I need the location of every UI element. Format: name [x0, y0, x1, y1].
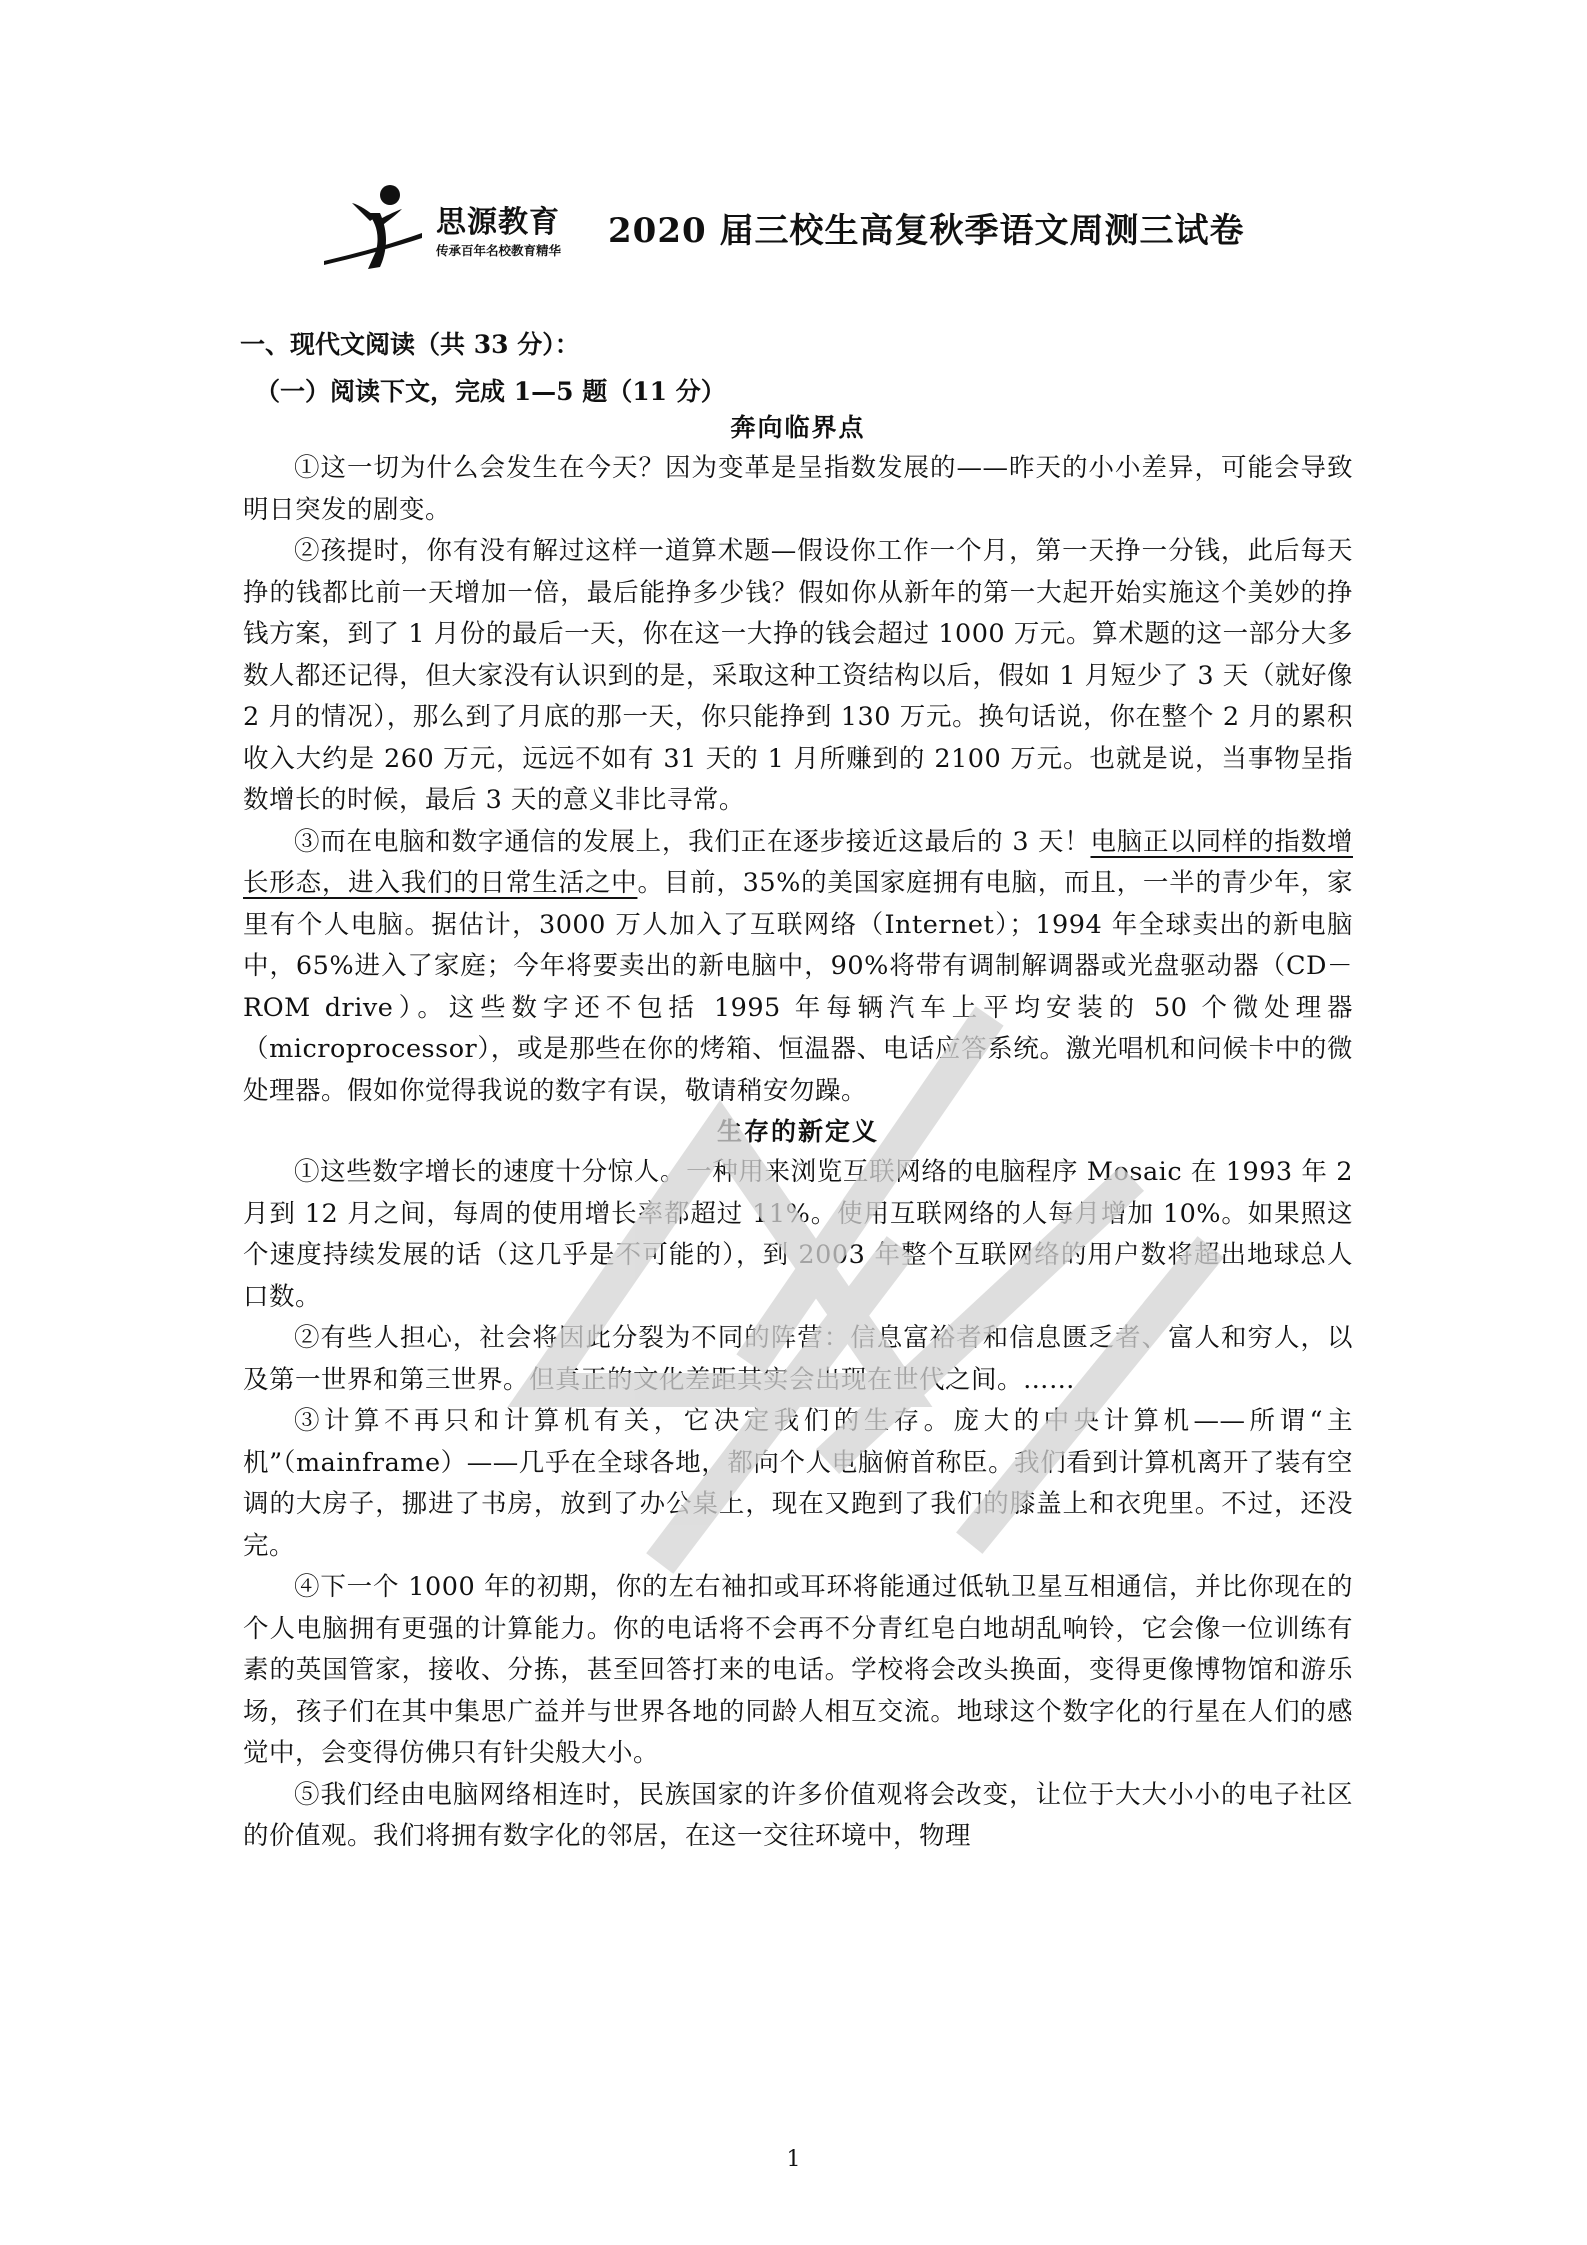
passage1-paragraph-1: ①这一切为什么会发生在今天？因为变革是呈指数发展的——昨天的小小差异，可能会导致明日突发的剧变。: [243, 453, 1353, 525]
passage2-paragraph-1: ①这些数字增长的速度十分惊人。一种用来浏览互联网络的电脑程序 Mosaic 在 1993 年 2 月到 12 月之间，每周的使用增长率都超过 11%。使用互联网络的人每月增加 10%。如果照这个速度持续发展的话（这几乎是不可能的），到 2003 年整个互联网络的用户数将超出地球总人口数。: [243, 1157, 1353, 1312]
passage1-title: 奔向临界点: [730, 413, 866, 442]
passage1-paragraph-3: [243, 822, 1353, 1113]
page-number: 1: [786, 2147, 801, 2172]
passage1-paragraph-2: ②孩提时，你有没有解过这样一道算术题—假设你工作一个月，第一天挣一分钱，此后每天挣的钱都比前一天增加一倍，最后能挣多少钱？假如你从新年的第一大起开始实施这个美妙的挣钱方案，到了 1 月份的最后一天，你在这一大挣的钱会超过 1000 万元。算术题的这一部分大多数人都还记得，但大家没有认识到的是，采取这种工资结构以后，假如 1 月短少了 3 天（就好像 2 月的情况），那么到了月底的那一天，你只能挣到 130 万元。换句话说，你在整个 2 月的累积收入大约是 260 万元，远远不如有 31 天的 1 月所赚到的 2100 万元。也就是说，当事物呈指数增长的时候，最后 3 天的意义非比寻常。: [243, 536, 1353, 815]
siyuan-logo-icon: [318, 183, 428, 273]
passage2-title: 生存的新定义: [716, 1117, 879, 1146]
exam-title: 2020 届三校生高复秋季语文周测三试卷: [608, 211, 1245, 251]
page-header: [318, 183, 1318, 273]
section-heading: 一、现代文阅读（共 33 分）：: [240, 330, 580, 359]
passage1-p3-underlined-sentence: 电脑正以同样的指数增长形态，进入我们的日常生活之中: [243, 826, 1353, 898]
passage1-p3-after: 。目前，35%的美国家庭拥有电脑，而且，一半的青少年，家里有个人电脑。据估计，3000 万人加入了互联网络（Internet）；1994 年全球卖出的新电脑中，65%进入了家庭；今年将要卖出的新电脑中，90%将带有调制解调器或光盘驱动器（CD－ROM drive）。这些数字还不包括 1995 年每辆汽车上平均安装的 50 个微处理器（microprocessor），或是那些在你的烤箱、恒温器、电话应答系统。激光唱机和问候卡中的微处理器。假如你觉得我说的数字有误，敬请稍安勿躁。: [243, 868, 1353, 1106]
passage2-paragraph-2: ②有些人担心，社会将因此分裂为不同的阵营：信息富裕者和信息匮乏者、富人和穷人，以及第一世界和第三世界。但真正的文化差距其实会出现在世代之间。……: [243, 1323, 1353, 1395]
reading-content: [243, 408, 1353, 1858]
passage1-p3-before: ③而在电脑和数字通信的发展上，我们正在逐步接近这最后的 3 天！: [294, 826, 1091, 857]
brand-name: 思源教育: [436, 205, 560, 240]
brand-slogan: 传承百年名校教育精华: [436, 243, 562, 258]
subsection-heading: （一）阅读下文，完成 1—5 题（11 分）: [255, 377, 726, 406]
passage2-paragraph-3: ③计算不再只和计算机有关，它决定我们的生存。庞大的中央计算机——所谓“主机”（mainframe）——几乎在全球各地，都向个人电脑俯首称臣。我们看到计算机离开了装有空调的大房子，挪进了书房，放到了办公桌上，现在又跑到了我们的膝盖上和衣兜里。不过，还没完。: [243, 1406, 1353, 1561]
passage2-paragraph-4: ④下一个 1000 年的初期，你的左右袖扣或耳环将能通过低轨卫星互相通信，并比你现在的个人电脑拥有更强的计算能力。你的电话将不会再不分青红皂白地胡乱响铃，它会像一位训练有素的英国管家，接收、分拣，甚至回答打来的电话。学校将会改头换面，变得更像博物馆和游乐场，孩子们在其中集思广益并与世界各地的同龄人相互交流。地球这个数字化的行星在人们的感觉中，会变得仿佛只有针尖般大小。: [243, 1572, 1353, 1768]
passage2-paragraph-5: ⑤我们经由电脑网络相连时，民族国家的许多价值观将会改变，让位于大大小小的电子社区的价值观。我们将拥有数字化的邻居，在这一交往环境中，物理: [243, 1779, 1353, 1851]
